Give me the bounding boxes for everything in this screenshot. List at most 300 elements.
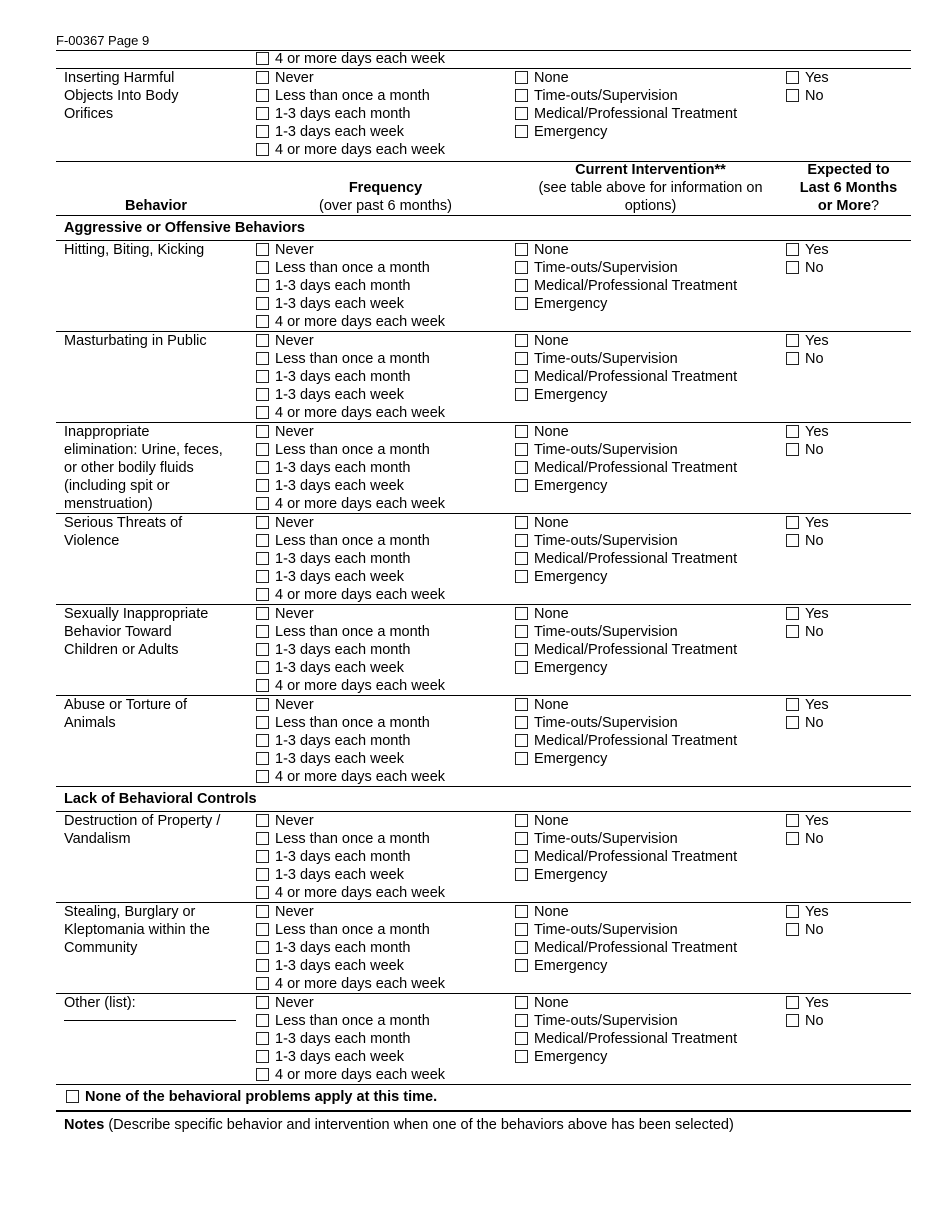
intervention-checkbox[interactable] — [515, 1050, 528, 1063]
intervention-option-label: None — [534, 697, 569, 713]
frequency-options — [256, 994, 515, 1084]
intervention-option-label: None — [534, 995, 569, 1011]
frequency-checkbox[interactable] — [256, 1068, 269, 1081]
header-frequency: Frequency — [348, 180, 423, 196]
intervention-checkbox[interactable] — [515, 752, 528, 765]
intervention-option-label: Emergency — [534, 958, 608, 974]
behavior-row — [56, 605, 911, 696]
section-title: Aggressive or Offensive Behaviors — [56, 216, 911, 241]
frequency-option-label: 4 or more days each week — [275, 885, 446, 901]
sections-container — [56, 216, 911, 1085]
frequency-option-label: 1-3 days each week — [275, 867, 404, 883]
intervention-checkbox[interactable] — [515, 607, 528, 620]
expected-checkbox[interactable] — [786, 996, 799, 1009]
frequency-checkbox[interactable] — [256, 552, 269, 565]
intervention-option — [515, 659, 786, 677]
frequency-option — [256, 441, 515, 459]
expected-checkbox[interactable] — [786, 352, 799, 365]
expected-checkbox[interactable] — [786, 443, 799, 456]
intervention-option-label: Medical/Professional Treatment — [534, 106, 738, 122]
frequency-checkbox[interactable] — [256, 107, 269, 120]
frequency-checkbox[interactable] — [256, 479, 269, 492]
frequency-option — [256, 768, 515, 786]
carryover-row — [56, 50, 911, 69]
expected-cell — [786, 69, 911, 159]
intervention-option — [515, 957, 786, 975]
section-title: Lack of Behavioral Controls — [56, 787, 911, 812]
expected-option — [786, 921, 911, 939]
frequency-options — [256, 696, 515, 786]
frequency-checkbox[interactable] — [256, 886, 269, 899]
frequency-option-label: 1-3 days each week — [275, 296, 404, 312]
behavior-name-line: Abuse or Torture of — [64, 697, 188, 713]
intervention-cell — [515, 423, 786, 513]
frequency-checkbox[interactable] — [256, 315, 269, 328]
header-behavior: Behavior — [124, 198, 188, 214]
intervention-option — [515, 866, 786, 884]
frequency-option-label: Less than once a month — [275, 533, 430, 549]
intervention-option — [515, 812, 786, 830]
intervention-checkbox[interactable] — [515, 625, 528, 638]
frequency-cell — [256, 994, 515, 1084]
frequency-option — [256, 532, 515, 550]
frequency-option-label: Less than once a month — [275, 831, 430, 847]
behavior-name-line: Sexually Inappropriate — [64, 606, 209, 622]
other-list-input[interactable] — [64, 1012, 236, 1021]
intervention-checkbox[interactable] — [515, 243, 528, 256]
intervention-option — [515, 1012, 786, 1030]
frequency-checkbox[interactable] — [256, 752, 269, 765]
expected-checkbox[interactable] — [786, 832, 799, 845]
behavior-name-line: or other bodily fluids — [64, 460, 194, 476]
none-apply-checkbox[interactable] — [66, 1090, 79, 1103]
frequency-option-label: 1-3 days each month — [275, 642, 411, 658]
behavior-name-line: Animals — [64, 715, 116, 731]
intervention-option — [515, 277, 786, 295]
intervention-option — [515, 105, 786, 123]
frequency-option-label: Less than once a month — [275, 351, 430, 367]
intervention-checkbox[interactable] — [515, 107, 528, 120]
intervention-option — [515, 1048, 786, 1066]
intervention-option — [515, 459, 786, 477]
intervention-options — [515, 423, 786, 495]
intervention-option-label: Emergency — [534, 751, 608, 767]
expected-option-label: Yes — [805, 697, 829, 713]
intervention-options — [515, 696, 786, 768]
frequency-checkbox[interactable] — [256, 71, 269, 84]
frequency-option — [256, 812, 515, 830]
frequency-option — [256, 1012, 515, 1030]
intervention-option — [515, 921, 786, 939]
frequency-option — [256, 69, 515, 87]
intervention-option-label: Time-outs/Supervision — [534, 922, 678, 938]
intervention-checkbox[interactable] — [515, 1032, 528, 1045]
intervention-option — [515, 623, 786, 641]
frequency-option — [256, 550, 515, 568]
frequency-checkbox[interactable] — [256, 261, 269, 274]
expected-checkbox[interactable] — [786, 425, 799, 438]
frequency-checkbox[interactable] — [256, 923, 269, 936]
frequency-option — [256, 848, 515, 866]
frequency-option-label: 1-3 days each week — [275, 387, 404, 403]
frequency-option — [256, 750, 515, 768]
frequency-option — [256, 1048, 515, 1066]
frequency-option-label: 4 or more days each week — [275, 678, 446, 694]
expected-option-label: No — [805, 1013, 824, 1029]
intervention-options — [515, 812, 786, 884]
frequency-option — [256, 921, 515, 939]
checkbox[interactable] — [256, 52, 269, 65]
intervention-checkbox[interactable] — [515, 552, 528, 565]
frequency-options — [256, 514, 515, 604]
frequency-option-label: Never — [275, 333, 314, 349]
intervention-checkbox[interactable] — [515, 643, 528, 656]
intervention-checkbox[interactable] — [515, 850, 528, 863]
frequency-checkbox[interactable] — [256, 1050, 269, 1063]
intervention-option-label: Emergency — [534, 296, 608, 312]
intervention-cell — [515, 605, 786, 695]
frequency-cell — [256, 423, 515, 513]
expected-checkbox[interactable] — [786, 1014, 799, 1027]
frequency-options — [256, 903, 515, 993]
frequency-checkbox[interactable] — [256, 832, 269, 845]
frequency-option — [256, 87, 515, 105]
behavior-name-line: Objects Into Body — [64, 88, 179, 104]
frequency-checkbox[interactable] — [256, 334, 269, 347]
intervention-checkbox[interactable] — [515, 814, 528, 827]
intervention-checkbox[interactable] — [515, 832, 528, 845]
intervention-checkbox[interactable] — [515, 716, 528, 729]
frequency-checkbox[interactable] — [256, 352, 269, 365]
intervention-option-label: Medical/Professional Treatment — [534, 642, 738, 658]
intervention-option-label: None — [534, 70, 569, 86]
frequency-checkbox[interactable] — [256, 89, 269, 102]
behavior-row-inserting — [56, 69, 911, 162]
intervention-option-label: Time-outs/Supervision — [534, 624, 678, 640]
frequency-checkbox[interactable] — [256, 1032, 269, 1045]
intervention-option-label: Time-outs/Supervision — [534, 715, 678, 731]
intervention-option — [515, 1030, 786, 1048]
frequency-checkbox[interactable] — [256, 388, 269, 401]
frequency-cell — [256, 605, 515, 695]
frequency-checkbox[interactable] — [256, 125, 269, 138]
frequency-checkbox[interactable] — [256, 996, 269, 1009]
frequency-option-label: Less than once a month — [275, 442, 430, 458]
expected-checkbox[interactable] — [786, 923, 799, 936]
expected-checkbox[interactable] — [786, 814, 799, 827]
intervention-checkbox[interactable] — [515, 941, 528, 954]
frequency-option — [256, 277, 515, 295]
frequency-checkbox[interactable] — [256, 297, 269, 310]
behavior-name — [56, 69, 256, 159]
intervention-checkbox[interactable] — [515, 534, 528, 547]
behavior-name — [56, 812, 256, 902]
intervention-checkbox[interactable] — [515, 570, 528, 583]
behavior-name — [56, 994, 256, 1084]
behavior-row — [56, 812, 911, 903]
intervention-checkbox[interactable] — [515, 698, 528, 711]
intervention-option-label: Time-outs/Supervision — [534, 351, 678, 367]
behavior-name — [56, 696, 256, 786]
intervention-checkbox[interactable] — [515, 89, 528, 102]
frequency-checkbox[interactable] — [256, 370, 269, 383]
frequency-checkbox[interactable] — [256, 850, 269, 863]
expected-checkbox[interactable] — [786, 71, 799, 84]
frequency-checkbox[interactable] — [256, 534, 269, 547]
behavior-name-line: elimination: Urine, feces, — [64, 442, 223, 458]
frequency-checkbox[interactable] — [256, 679, 269, 692]
frequency-option — [256, 714, 515, 732]
expected-option — [786, 714, 911, 732]
frequency-option — [256, 105, 515, 123]
intervention-option — [515, 732, 786, 750]
intervention-option-label: Time-outs/Supervision — [534, 442, 678, 458]
intervention-option — [515, 423, 786, 441]
frequency-checkbox[interactable] — [256, 279, 269, 292]
frequency-option-label: Less than once a month — [275, 922, 430, 938]
intervention-option-label: None — [534, 904, 569, 920]
frequency-option — [256, 994, 515, 1012]
expected-cell — [786, 241, 911, 331]
frequency-checkbox[interactable] — [256, 143, 269, 156]
frequency-option — [256, 586, 515, 604]
expected-checkbox[interactable] — [786, 534, 799, 547]
frequency-checkbox[interactable] — [256, 977, 269, 990]
intervention-checkbox[interactable] — [515, 443, 528, 456]
intervention-checkbox[interactable] — [515, 959, 528, 972]
expected-cell — [786, 514, 911, 604]
intervention-cell — [515, 812, 786, 902]
expected-option — [786, 532, 911, 550]
none-apply-label: None of the behavioral problems apply at this time. — [85, 1089, 438, 1105]
intervention-checkbox[interactable] — [515, 1014, 528, 1027]
frequency-option-label: 1-3 days each week — [275, 660, 404, 676]
header-intervention-sub2: options) — [624, 198, 677, 214]
intervention-checkbox[interactable] — [515, 868, 528, 881]
frequency-cell — [256, 332, 515, 422]
frequency-checkbox[interactable] — [256, 607, 269, 620]
intervention-cell — [515, 903, 786, 993]
frequency-option — [256, 939, 515, 957]
intervention-option-label: Emergency — [534, 478, 608, 494]
expected-option — [786, 1012, 911, 1030]
behavior-name-line: Vandalism — [64, 831, 131, 847]
expected-cell — [786, 696, 911, 786]
frequency-checkbox[interactable] — [256, 570, 269, 583]
frequency-checkbox[interactable] — [256, 243, 269, 256]
intervention-option-label: None — [534, 424, 569, 440]
frequency-checkbox[interactable] — [256, 770, 269, 783]
expected-option-label: Yes — [805, 606, 829, 622]
expected-checkbox[interactable] — [786, 334, 799, 347]
frequency-option — [256, 1030, 515, 1048]
header-intervention-sub1: (see table above for information on — [538, 180, 763, 196]
frequency-checkbox[interactable] — [256, 716, 269, 729]
intervention-options — [515, 514, 786, 586]
intervention-option-label: None — [534, 515, 569, 531]
behavior-row — [56, 903, 911, 994]
frequency-checkbox[interactable] — [256, 443, 269, 456]
expected-checkbox[interactable] — [786, 89, 799, 102]
frequency-option-label: 4 or more days each week — [275, 314, 446, 330]
intervention-checkbox[interactable] — [515, 334, 528, 347]
expected-checkbox[interactable] — [786, 698, 799, 711]
header-expected-1: Expected to — [807, 162, 890, 178]
intervention-option-label: Time-outs/Supervision — [534, 260, 678, 276]
frequency-checkbox[interactable] — [256, 941, 269, 954]
intervention-checkbox[interactable] — [515, 479, 528, 492]
intervention-checkbox[interactable] — [515, 279, 528, 292]
intervention-checkbox[interactable] — [515, 370, 528, 383]
behavior-name — [56, 605, 256, 695]
frequency-option-label: Never — [275, 813, 314, 829]
frequency-option — [256, 884, 515, 902]
intervention-checkbox[interactable] — [515, 516, 528, 529]
expected-option — [786, 87, 911, 105]
intervention-checkbox[interactable] — [515, 71, 528, 84]
intervention-checkbox[interactable] — [515, 261, 528, 274]
frequency-checkbox[interactable] — [256, 406, 269, 419]
intervention-checkbox[interactable] — [515, 297, 528, 310]
expected-checkbox[interactable] — [786, 516, 799, 529]
intervention-options — [515, 69, 786, 141]
expected-checkbox[interactable] — [786, 261, 799, 274]
expected-options — [786, 812, 911, 848]
intervention-checkbox[interactable] — [515, 734, 528, 747]
expected-options — [786, 696, 911, 732]
expected-checkbox[interactable] — [786, 243, 799, 256]
expected-cell — [786, 994, 911, 1084]
frequency-checkbox[interactable] — [256, 625, 269, 638]
frequency-checkbox[interactable] — [256, 814, 269, 827]
intervention-option-label: Medical/Professional Treatment — [534, 733, 738, 749]
frequency-options — [256, 812, 515, 902]
intervention-option — [515, 441, 786, 459]
frequency-checkbox[interactable] — [256, 643, 269, 656]
expected-option — [786, 441, 911, 459]
frequency-checkbox[interactable] — [256, 425, 269, 438]
frequency-option-label: Never — [275, 70, 314, 86]
frequency-checkbox[interactable] — [256, 868, 269, 881]
frequency-cell — [256, 696, 515, 786]
expected-option — [786, 423, 911, 441]
intervention-cell — [515, 994, 786, 1084]
intervention-cell — [515, 69, 786, 159]
frequency-option — [256, 477, 515, 495]
frequency-option — [256, 677, 515, 695]
frequency-option-label: Never — [275, 242, 314, 258]
intervention-options — [515, 605, 786, 677]
intervention-checkbox[interactable] — [515, 996, 528, 1009]
frequency-checkbox[interactable] — [256, 661, 269, 674]
frequency-options — [256, 332, 515, 422]
intervention-option-label: Emergency — [534, 387, 608, 403]
expected-checkbox[interactable] — [786, 625, 799, 638]
expected-option — [786, 241, 911, 259]
intervention-checkbox[interactable] — [515, 425, 528, 438]
expected-option — [786, 830, 911, 848]
frequency-option — [256, 459, 515, 477]
intervention-option-label: Medical/Professional Treatment — [534, 460, 738, 476]
frequency-checkbox[interactable] — [256, 1014, 269, 1027]
behavior-row — [56, 696, 911, 787]
intervention-option-label: Emergency — [534, 1049, 608, 1065]
intervention-option — [515, 750, 786, 768]
expected-option — [786, 605, 911, 623]
intervention-option-label: Medical/Professional Treatment — [534, 849, 738, 865]
intervention-checkbox[interactable] — [515, 905, 528, 918]
intervention-option — [515, 714, 786, 732]
intervention-checkbox[interactable] — [515, 661, 528, 674]
expected-checkbox[interactable] — [786, 607, 799, 620]
expected-option — [786, 903, 911, 921]
frequency-option — [256, 605, 515, 623]
frequency-option-label: Less than once a month — [275, 624, 430, 640]
frequency-cell — [256, 241, 515, 331]
behavior-name-line: Inappropriate — [64, 424, 150, 440]
frequency-checkbox[interactable] — [256, 734, 269, 747]
expected-options — [786, 514, 911, 550]
frequency-option — [256, 495, 515, 513]
behavior-row — [56, 332, 911, 423]
frequency-option — [256, 641, 515, 659]
frequency-checkbox[interactable] — [256, 461, 269, 474]
frequency-option — [256, 866, 515, 884]
frequency-option-label: 4 or more days each week — [275, 405, 446, 421]
intervention-checkbox[interactable] — [515, 352, 528, 365]
intervention-option — [515, 123, 786, 141]
intervention-option — [515, 641, 786, 659]
behavior-name-line: Inserting Harmful — [64, 70, 175, 86]
frequency-option-label: 1-3 days each month — [275, 1031, 411, 1047]
frequency-option-label: Less than once a month — [275, 715, 430, 731]
intervention-option — [515, 514, 786, 532]
intervention-checkbox[interactable] — [515, 125, 528, 138]
page-id: F-00367 Page 9 — [56, 33, 150, 48]
expected-cell — [786, 903, 911, 993]
expected-option-label: No — [805, 442, 824, 458]
frequency-checkbox[interactable] — [256, 497, 269, 510]
frequency-option-label: 1-3 days each month — [275, 733, 411, 749]
frequency-option-label: 1-3 days each week — [275, 124, 404, 140]
intervention-option-label: Medical/Professional Treatment — [534, 369, 738, 385]
frequency-option — [256, 957, 515, 975]
frequency-checkbox[interactable] — [256, 698, 269, 711]
intervention-checkbox[interactable] — [515, 461, 528, 474]
frequency-option-label: Never — [275, 606, 314, 622]
behavior-row — [56, 994, 911, 1085]
frequency-option-label: Never — [275, 424, 314, 440]
frequency-checkbox[interactable] — [256, 905, 269, 918]
frequency-checkbox[interactable] — [256, 959, 269, 972]
expected-option — [786, 994, 911, 1012]
expected-option — [786, 259, 911, 277]
expected-cell — [786, 332, 911, 422]
intervention-option — [515, 830, 786, 848]
intervention-checkbox[interactable] — [515, 388, 528, 401]
expected-option-label: Yes — [805, 515, 829, 531]
expected-option-label: No — [805, 351, 824, 367]
frequency-option — [256, 623, 515, 641]
expected-checkbox[interactable] — [786, 905, 799, 918]
frequency-checkbox[interactable] — [256, 588, 269, 601]
intervention-checkbox[interactable] — [515, 923, 528, 936]
frequency-option — [256, 141, 515, 159]
behavior-row — [56, 241, 911, 332]
frequency-option-label: 1-3 days each month — [275, 460, 411, 476]
frequency-checkbox[interactable] — [256, 516, 269, 529]
expected-checkbox[interactable] — [786, 716, 799, 729]
